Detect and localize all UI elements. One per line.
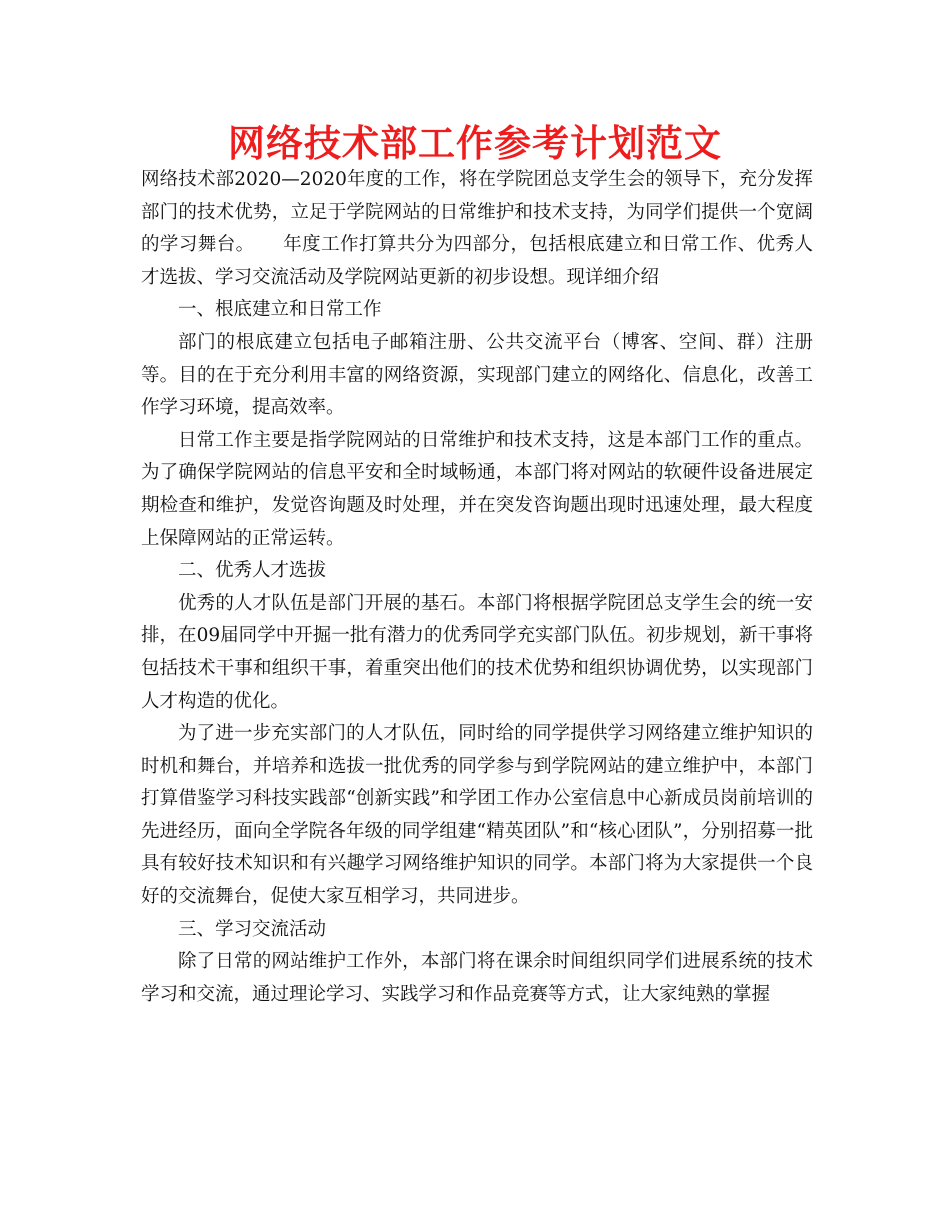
section2-paragraph-2: 为了进一步充实部门的人才队伍，同时给的同学提供学习网络建立维护知识的时机和舞台，并培养和选拔一批优秀的同学参与到学院网站的建立维护中，本部门打算借鉴学习科技实践部“创新实践”和学团工作办公室信息中心新成员岗前培训的先进经历，面向全学院各年级的同学组建“精英团队”和“核心团队”，分别招募一批具有较好技术知识和有兴趣学习网络维护知识的同学。本部门将为大家提供一个良好的交流舞台，促使大家互相学习，共同进步。 (141, 723, 813, 908)
section1-paragraph-1: 部门的根底建立包括电子邮箱注册、公共交流平台（博客、空间、群）注册等。目的在于充分利用丰富的网络资源，实现部门建立的网络化、信息化，改善工作学习环境，提高效率。 (141, 331, 813, 419)
intro-paragraph: 网络技术部2020—2020年度的工作，将在学院团总支学生会的领导下，充分发挥部门的技术优势，立足于学院网站的日常维护和技术支持，为同学们提供一个宽阔的学习舞台。 年度工作打算共分为四部分，包括根底建立和日常工作、优秀人才选拔、学习交流活动及学院网站更新的初步设想。现详细介绍 (141, 169, 813, 288)
document-title: 网络技术部工作参考计划范文 (228, 122, 722, 165)
section3-paragraph-1: 除了日常的网站维护工作外，本部门将在课余时间组织同学们进展系统的技术学习和交流，通过理论学习、实践学习和作品竞赛等方式，让大家纯熟的掌握 (141, 951, 813, 1005)
section1-paragraph-2: 日常工作主要是指学院网站的日常维护和技术支持，这是本部门工作的重点。为了确保学院网站的信息平安和全时域畅通，本部门将对网站的软硬件设备进展定期检查和维护，发觉咨询题及时处理，并在突发咨询题出现时迅速处理，最大程度上保障网站的正常运转。 (141, 429, 813, 549)
document-body (141, 164, 813, 1011)
section-heading-2: 二、优秀人才选拔 (178, 560, 327, 582)
section2-paragraph-1: 优秀的人才队伍是部门开展的基石。本部门将根据学院团总支学生会的统一安排，在09届同学中开掘一批有潜力的优秀同学充实部门队伍。初步规划，新干事将包括技术干事和组织干事，着重突出他们的技术优势和组织协调优势，以实现部门人才构造的优化。 (141, 592, 813, 712)
section-heading-3: 三、学习交流活动 (178, 918, 327, 940)
section-heading-1: 一、根底建立和日常工作 (178, 299, 382, 321)
